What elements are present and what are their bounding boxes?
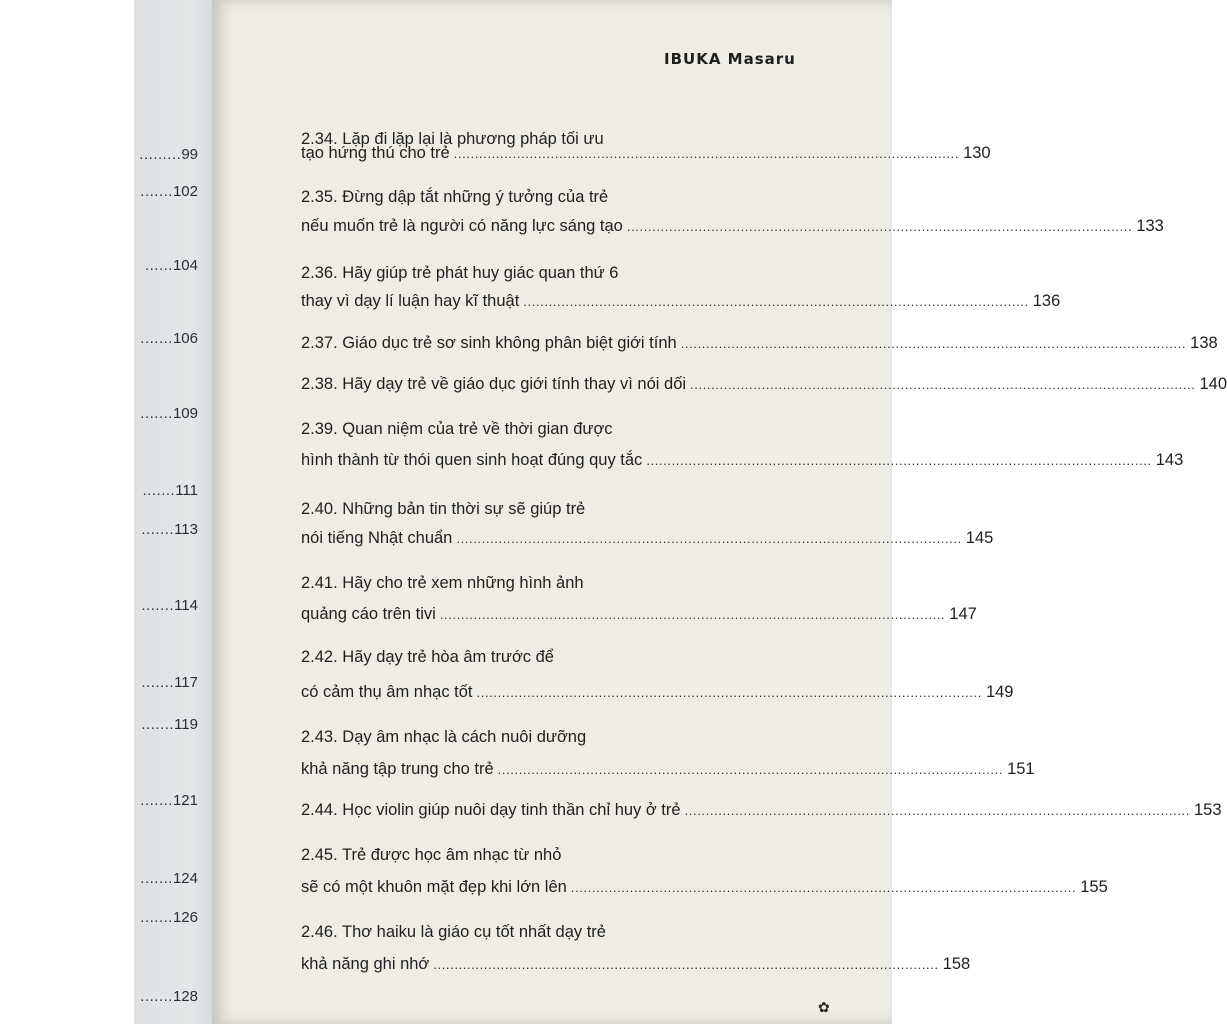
toc-entry-row bbox=[301, 760, 1035, 779]
author-header: IBUKA Masaru bbox=[664, 50, 796, 68]
toc-page-number: 136 bbox=[1032, 292, 1061, 310]
dot-leader: ........................................................................................................................ bbox=[646, 453, 1152, 468]
toc-entry-row bbox=[301, 801, 1222, 820]
left-toc-entry: .......113 bbox=[141, 521, 198, 538]
left-toc-entry: .......117 bbox=[141, 674, 198, 691]
dot-leader: ........................................................................................................................ bbox=[497, 762, 1004, 777]
toc-entry-title: nếu muốn trẻ là người có năng lực sáng tạo bbox=[301, 217, 623, 235]
toc-entry-title: 2.43. Dạy âm nhạc là cách nuôi dưỡng bbox=[301, 728, 587, 746]
toc-entry-row bbox=[301, 334, 1218, 353]
toc-entry-row bbox=[301, 375, 1227, 394]
toc-entry-title: khả năng ghi nhớ bbox=[301, 955, 430, 973]
toc-entry-row bbox=[301, 683, 1014, 702]
toc-entry-title: nói tiếng Nhật chuẩn bbox=[301, 529, 453, 547]
toc-entry-row bbox=[301, 217, 1164, 236]
left-toc-entry: .........99 bbox=[139, 146, 198, 163]
toc-entry-title: sẽ có một khuôn mặt đẹp khi lớn lên bbox=[301, 878, 567, 896]
toc-page-number: 143 bbox=[1155, 451, 1184, 469]
toc-entry-row bbox=[301, 292, 1061, 311]
left-toc-entry: ......104 bbox=[144, 257, 198, 274]
toc-page-number: 133 bbox=[1136, 217, 1164, 235]
toc-entry-title: 2.45. Trẻ được học âm nhạc từ nhỏ bbox=[301, 846, 562, 864]
dot-leader: ........................................................................................................................ bbox=[570, 880, 1077, 895]
toc-entry-title: 2.36. Hãy giúp trẻ phát huy giác quan thứ 6 bbox=[301, 264, 619, 282]
toc-page-number: 151 bbox=[1007, 760, 1035, 778]
toc-entry-title: 2.38. Hãy dạy trẻ về giáo dục giới tính thay vì nói dối bbox=[301, 375, 687, 393]
ornament-icon: ✿ bbox=[818, 1000, 830, 1016]
left-page-number: 114 bbox=[174, 597, 198, 614]
dot-leader: ........................................................................................................................ bbox=[439, 607, 946, 622]
toc-page-number: 138 bbox=[1190, 334, 1218, 352]
left-toc-entry: .......121 bbox=[140, 792, 198, 809]
toc-entry-title: thay vì dạy lí luận hay kĩ thuật bbox=[301, 292, 520, 310]
dot-leader: ........................................................................................................................ bbox=[680, 336, 1187, 351]
toc-entry-title: 2.34. Lặp đi lặp lại là phương pháp tối ưu bbox=[301, 130, 604, 148]
left-page-number: 119 bbox=[174, 716, 198, 733]
toc-entry-title: 2.37. Giáo dục trẻ sơ sinh không phân biệt giới tính bbox=[301, 334, 677, 352]
toc-entry-title: 2.35. Đừng dập tắt những ý tưởng của trẻ bbox=[301, 188, 609, 206]
left-toc-entry: .......106 bbox=[140, 330, 198, 347]
left-toc-entry: .......109 bbox=[140, 405, 198, 422]
dot-leader: ........................................................................................................................ bbox=[626, 219, 1133, 234]
left-page-number: 102 bbox=[172, 183, 198, 200]
left-page-number: 113 bbox=[174, 521, 198, 538]
left-toc-entry: .......102 bbox=[140, 183, 198, 200]
toc-page-number: 130 bbox=[963, 144, 991, 162]
left-toc-entry: .......111 bbox=[142, 482, 198, 499]
toc-entry-title: hình thành từ thói quen sinh hoạt đúng quy tắc bbox=[301, 451, 643, 469]
toc-page-number: 149 bbox=[985, 683, 1014, 701]
left-page-number: 128 bbox=[172, 988, 198, 1005]
dot-leader: ........................................................................................................................ bbox=[456, 531, 962, 546]
left-toc-entry: .......126 bbox=[140, 909, 198, 926]
toc-entry-title: 2.42. Hãy dạy trẻ hòa âm trước để bbox=[301, 648, 554, 666]
toc-entry-title: 2.44. Học violin giúp nuôi dạy tinh thần chỉ huy ở trẻ bbox=[301, 801, 681, 819]
left-page-number: 126 bbox=[172, 909, 198, 926]
toc-page-number: 155 bbox=[1080, 878, 1108, 896]
left-page-number: 109 bbox=[172, 405, 198, 422]
background-left bbox=[0, 0, 135, 1024]
toc-entry-row bbox=[301, 605, 977, 624]
dot-leader: ........................................................................................................................ bbox=[453, 146, 960, 161]
left-page-number: 104 bbox=[172, 257, 198, 274]
left-toc-entry: .......114 bbox=[141, 597, 198, 614]
dot-leader: ........................................................................................................................ bbox=[476, 685, 982, 700]
toc-entry-title: có cảm thụ âm nhạc tốt bbox=[301, 683, 473, 701]
toc-entry-title: quảng cáo trên tivi bbox=[301, 605, 436, 623]
toc-entry-row bbox=[301, 451, 1184, 470]
left-page-number: 99 bbox=[181, 146, 198, 163]
toc-entry-row bbox=[301, 955, 971, 974]
left-toc-entry: .......119 bbox=[141, 716, 198, 733]
toc-entry-title: 2.41. Hãy cho trẻ xem những hình ảnh bbox=[301, 574, 584, 592]
toc-entry-title: 2.46. Thơ haiku là giáo cụ tốt nhất dạy trẻ bbox=[301, 923, 606, 941]
dot-leader: ........................................................................................................................ bbox=[523, 294, 1029, 309]
left-page-number: 124 bbox=[172, 870, 198, 887]
toc-entry-title: 2.40. Những bản tin thời sự sẽ giúp trẻ bbox=[301, 500, 586, 518]
toc-page-number: 158 bbox=[942, 955, 971, 973]
toc-entry-title: tạo hứng thú cho trẻ bbox=[301, 144, 450, 162]
toc-page-number: 153 bbox=[1193, 801, 1222, 819]
dot-leader: ........................................................................................................................ bbox=[684, 803, 1190, 818]
left-page-number: 117 bbox=[174, 674, 198, 691]
dot-leader: ........................................................................................................................ bbox=[690, 377, 1196, 392]
toc-entry-title: 2.39. Quan niệm của trẻ về thời gian được bbox=[301, 420, 613, 438]
left-page-number: 111 bbox=[175, 482, 198, 499]
toc-entry-row bbox=[301, 529, 994, 548]
toc-page-number: 147 bbox=[949, 605, 977, 623]
toc-entry-row bbox=[301, 144, 991, 163]
toc-page-number: 140 bbox=[1199, 375, 1227, 393]
toc-entry-title: khả năng tập trung cho trẻ bbox=[301, 760, 494, 778]
dot-leader: ........................................................................................................................ bbox=[433, 957, 939, 972]
toc-page-number: 145 bbox=[965, 529, 994, 547]
left-toc-entry: .......128 bbox=[140, 988, 198, 1005]
left-page-number: 121 bbox=[172, 792, 198, 809]
toc-entry-row bbox=[301, 878, 1108, 897]
left-toc-entry: .......124 bbox=[140, 870, 198, 887]
left-page-number: 106 bbox=[172, 330, 198, 347]
